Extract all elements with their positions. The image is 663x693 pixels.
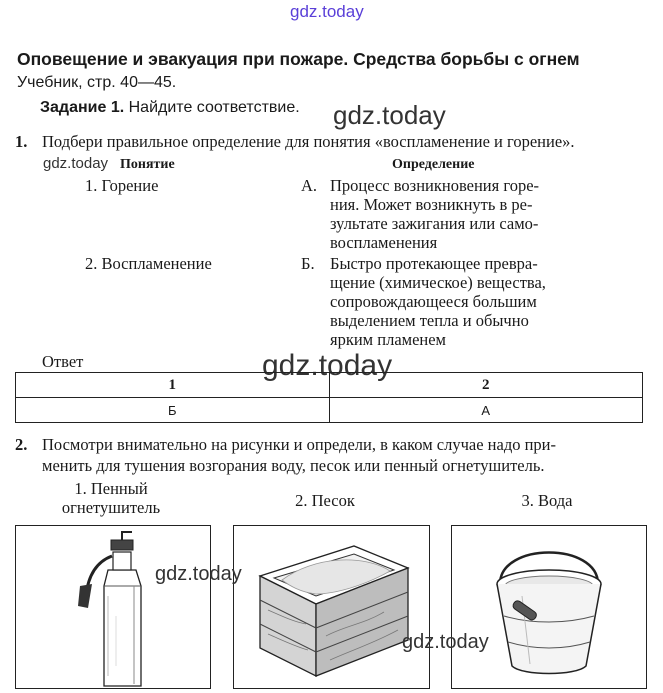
definition-text: Быстро протекающее превра- щение (химическое) вещества, сопровождающееся большим выделением тепла и обычно ярким пламенем: [330, 254, 546, 349]
question-text: Посмотри внимательно на рисунки и определи, в каком случае надо при- менить для тушения возгорания воду, песок или пенный огнетушитель.: [42, 435, 556, 475]
watermark: gdz.today: [290, 2, 364, 21]
definition-text: Процесс возникновения горе- ния. Может возникнуть в ре- зультате зажигания или само- воспламенения: [330, 176, 540, 252]
question-number: 1.: [15, 132, 28, 151]
watermark: gdz.today: [155, 563, 242, 585]
task-label: Задание 1.: [40, 99, 125, 116]
picture-caption: 3. Вода: [521, 491, 573, 510]
answer-cell: А: [329, 398, 643, 423]
question-number: 2.: [15, 435, 28, 454]
concept-item: 2. Воспламенение: [85, 254, 212, 273]
sand-box-icon: [234, 526, 429, 688]
picture-frame: [15, 525, 211, 689]
column-header-concept: Понятие: [120, 157, 175, 172]
concept-item: 1. Горение: [85, 176, 159, 195]
page-title: Оповещение и эвакуация при пожаре. Средства борьбы с огнем: [17, 49, 580, 69]
answer-label: Ответ: [42, 352, 84, 371]
answer-table: [15, 372, 643, 423]
fire-extinguisher-icon: [16, 526, 210, 688]
task-heading: [40, 99, 300, 117]
definition-letter: Б.: [301, 254, 315, 273]
answer-table-header: 2: [329, 373, 643, 398]
watermark: gdz.today: [402, 631, 489, 653]
watermark: gdz.today: [333, 100, 446, 130]
picture-frame: [233, 525, 430, 689]
column-header-definition: Определение: [392, 157, 475, 172]
watermark: gdz.today: [262, 349, 393, 382]
definition-letter: А.: [301, 176, 318, 195]
textbook-reference: Учебник, стр. 40—45.: [17, 74, 177, 91]
question-text: Подбери правильное определение для понятия «воспламенение и горение».: [42, 132, 575, 151]
picture-caption: 2. Песок: [295, 491, 355, 510]
picture-frame: [451, 525, 647, 689]
water-bucket-icon: [452, 526, 646, 688]
answer-table-header: 1: [16, 373, 330, 398]
answer-cell: Б: [16, 398, 330, 423]
task-text: Найдите соответствие.: [128, 99, 300, 116]
watermark: gdz.today: [43, 155, 109, 172]
picture-caption: 1. Пенный огнетушитель: [61, 479, 161, 517]
